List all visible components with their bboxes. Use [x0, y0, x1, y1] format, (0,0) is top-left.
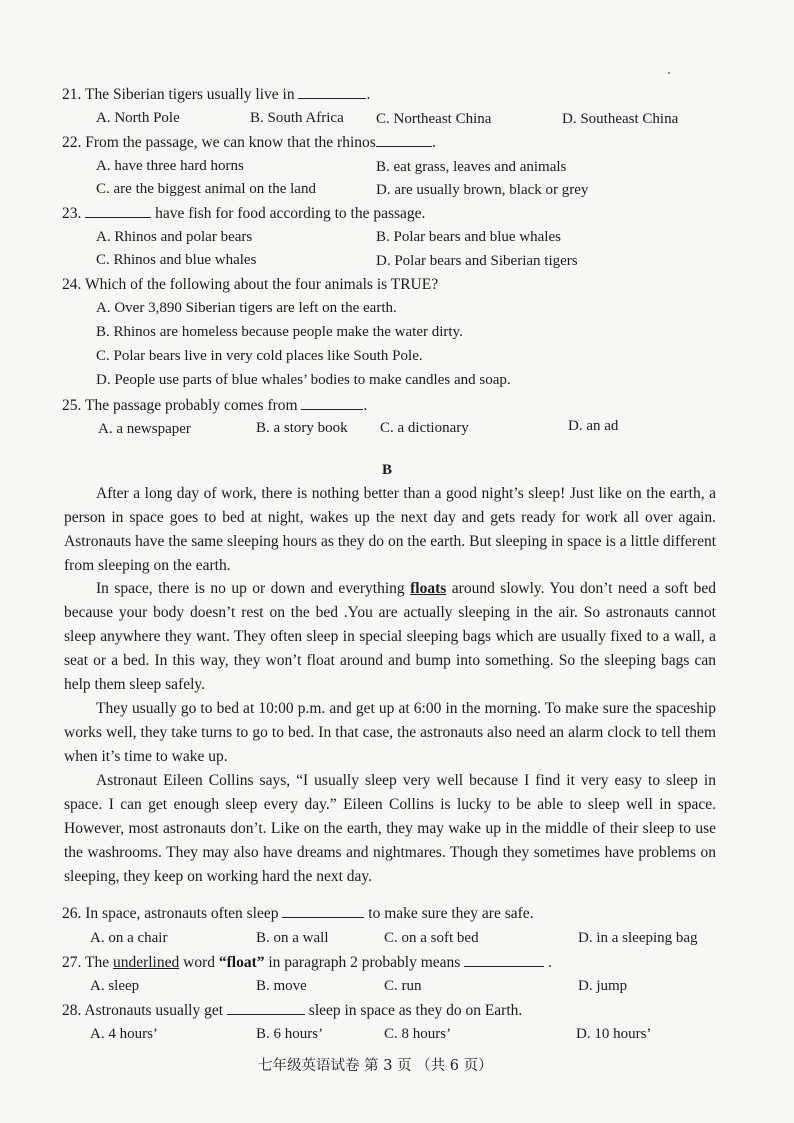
- answer-blank: [298, 86, 366, 99]
- q23-option-c[interactable]: C. Rhinos and blue whales: [96, 252, 257, 268]
- page-footer: 七年级英语试卷 第 3 页 （共 6 页）: [258, 1058, 493, 1074]
- question-27-stem: 27. The underlined word “float” in paragraph 2 probably means .: [62, 954, 552, 971]
- question-24-stem: 24. Which of the following about the four animals is TRUE?: [62, 276, 439, 293]
- scan-speck: [668, 72, 670, 74]
- underlined-word-floats: floats: [410, 580, 447, 597]
- q23-option-a[interactable]: A. Rhinos and polar bears: [96, 229, 253, 245]
- question-25-stem: 25. The passage probably comes from .: [62, 397, 368, 414]
- passage-paragraph-4: Astronaut Eileen Collins says, “I usually sleep very well because I find it very easy to sleep in space. I can get enough sleep every day.” Eileen Collins is lucky to be able to sleep well in space. However, most astronauts don’t. Like on the earth, they may wake up in the middle of their sleep to use the washrooms. They may also have dreams and nightmares. Though they sometimes have problems on sleeping, they keep on working hard the next day.: [64, 772, 716, 885]
- q21-option-b[interactable]: B. South Africa: [250, 110, 344, 126]
- q24-option-b[interactable]: B. Rhinos are homeless because people make the water dirty.: [96, 324, 463, 340]
- answer-blank: [301, 397, 363, 410]
- q27-option-a[interactable]: A. sleep: [90, 978, 140, 994]
- q21-option-a[interactable]: A. North Pole: [96, 110, 180, 126]
- answer-blank: [464, 954, 544, 967]
- q27-option-c[interactable]: C. run: [384, 978, 422, 994]
- q26-option-a[interactable]: A. on a chair: [90, 930, 168, 946]
- q27-option-b[interactable]: B. move: [256, 978, 307, 994]
- passage-paragraph-2: In space, there is no up or down and everything floats around slowly. You don’t need a soft bed because your body doesn’t rest on the bed .You are actually sleeping in the air. So astronauts cannot sleep anywhere they want. They often sleep in special sleeping bags which are usually fixed to a wall, a seat or a bed. In this way, they won’t float around and bump into something. So the sleeping bags can help them sleep safely.: [64, 580, 717, 693]
- q23-option-b[interactable]: B. Polar bears and blue whales: [376, 229, 561, 245]
- q24-option-c[interactable]: C. Polar bears live in very cold places like South Pole.: [96, 348, 423, 364]
- q28-option-d[interactable]: D. 10 hours’: [576, 1026, 652, 1042]
- q22-option-d[interactable]: D. are usually brown, black or grey: [376, 182, 589, 198]
- underlined-label: underlined: [112, 954, 180, 971]
- answer-blank: [376, 134, 432, 147]
- question-28-stem: 28. Astronauts usually get sleep in space as they do on Earth.: [62, 1002, 523, 1019]
- answer-blank: [227, 1002, 305, 1015]
- q26-option-c[interactable]: C. on a soft bed: [384, 930, 479, 946]
- q26-option-b[interactable]: B. on a wall: [256, 930, 329, 946]
- q21-option-c[interactable]: C. Northeast China: [376, 111, 492, 127]
- q24-option-d[interactable]: D. People use parts of blue whales’ bodies to make candles and soap.: [96, 372, 511, 388]
- q25-option-c[interactable]: C. a dictionary: [380, 420, 469, 436]
- answer-blank: [282, 905, 364, 918]
- q22-option-c[interactable]: C. are the biggest animal on the land: [96, 181, 316, 197]
- q28-option-a[interactable]: A. 4 hours’: [90, 1026, 158, 1042]
- passage-paragraph-1: After a long day of work, there is nothing better than a good night’s sleep! Just like on the earth, a person in space goes to bed at night, wakes up the next day and gets ready for work all over again. Astronauts have the same sleeping hours as they do on the earth. But sleeping in space is a little different from sleeping on the earth.: [64, 485, 716, 574]
- q27-option-d[interactable]: D. jump: [578, 978, 628, 994]
- q22-option-a[interactable]: A. have three hard horns: [96, 158, 244, 174]
- question-21-stem: 21. The Siberian tigers usually live in .: [62, 86, 371, 103]
- q26-option-d[interactable]: D. in a sleeping bag: [578, 930, 698, 946]
- question-22-stem: 22. From the passage, we can know that the rhinos .: [62, 134, 436, 151]
- q25-option-a[interactable]: A. a newspaper: [98, 421, 191, 437]
- q24-option-a[interactable]: A. Over 3,890 Siberian tigers are left on the earth.: [96, 300, 397, 316]
- answer-blank: [85, 205, 151, 218]
- q28-option-b[interactable]: B. 6 hours’: [256, 1026, 324, 1042]
- question-23-stem: 23. have fish for food according to the passage.: [62, 205, 426, 222]
- q22-option-b[interactable]: B. eat grass, leaves and animals: [376, 159, 567, 175]
- q21-option-d[interactable]: D. Southeast China: [562, 111, 679, 127]
- question-26-stem: 26. In space, astronauts often sleep to make sure they are safe.: [62, 905, 534, 922]
- passage-paragraph-3: They usually go to bed at 10:00 p.m. and get up at 6:00 in the morning. To make sure the spaceship works well, they take turns to go to bed. In that case, the astronauts also need an alarm clock to tell them when it’s time to wake up.: [64, 700, 716, 765]
- q28-option-c[interactable]: C. 8 hours’: [384, 1026, 452, 1042]
- q25-option-d[interactable]: D. an ad: [568, 418, 619, 434]
- section-heading: B: [382, 462, 393, 478]
- q23-option-d[interactable]: D. Polar bears and Siberian tigers: [376, 253, 578, 269]
- q25-option-b[interactable]: B. a story book: [256, 420, 348, 436]
